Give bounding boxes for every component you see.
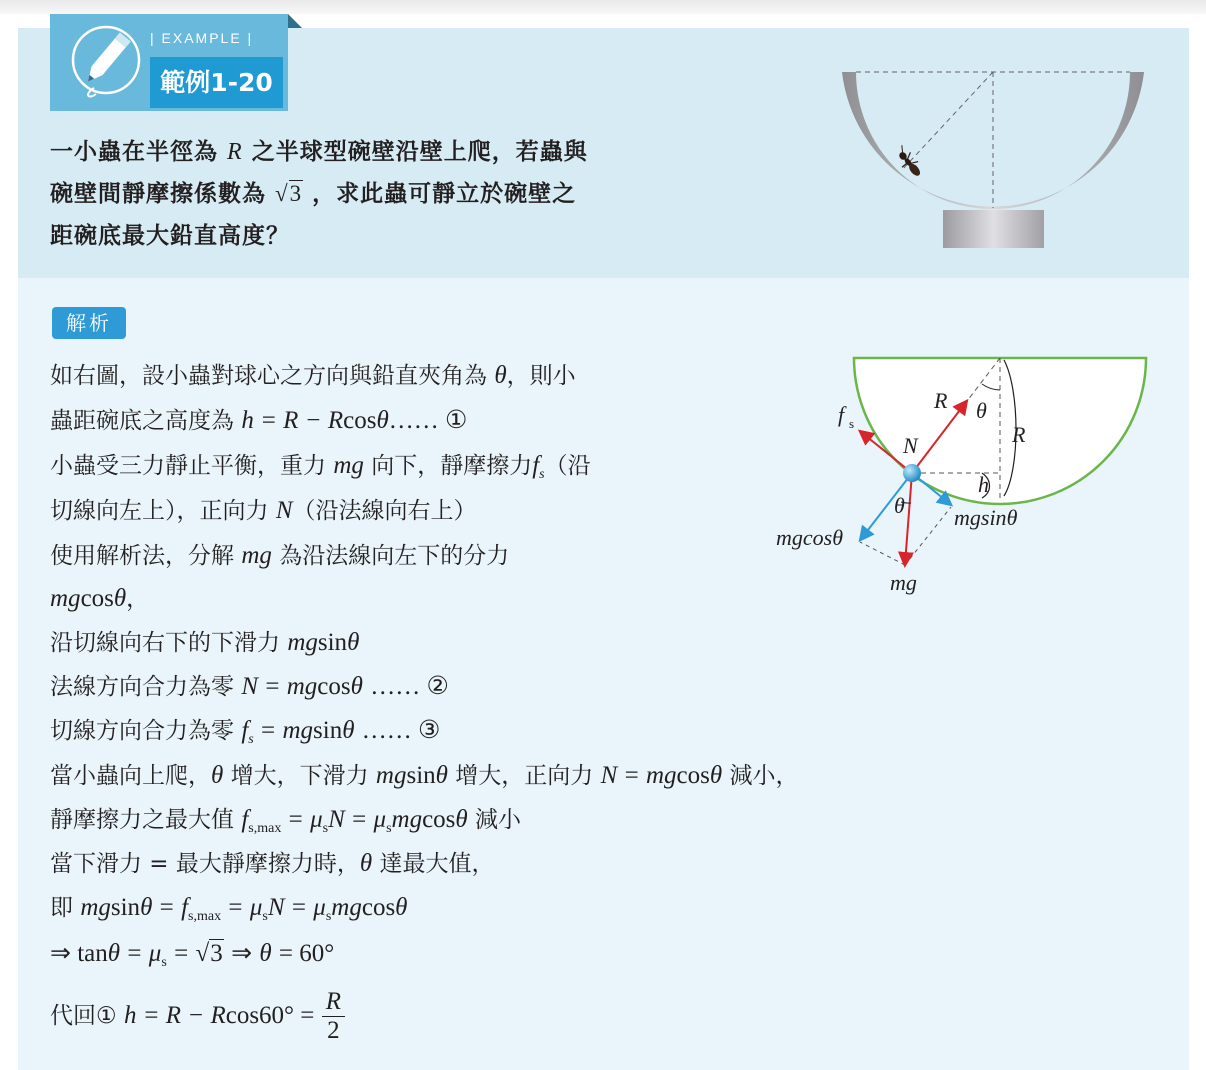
label-mgcos: mgcosθ [776, 525, 844, 550]
answer-line-7: 沿切線向右下的下滑力 mgsinθ [50, 629, 360, 656]
fraction-R-over-2: $\frac{R}{2}$ [322, 988, 345, 1045]
sqrt-3: √3 [275, 181, 303, 206]
answer-line-14: ⇒ $\tan\theta = \mu_s = √3$ ⇒ θ = 60° [50, 940, 335, 970]
tab-fold [288, 14, 302, 28]
answer-line-15: 代回① h = R − Rcos60° = $\frac{R}{2}$ [50, 988, 345, 1045]
label-mgsin: mgsinθ [954, 505, 1018, 530]
var-R: R [227, 139, 243, 165]
top-strip [0, 0, 1206, 14]
label-h: h [978, 472, 989, 497]
label-fs: f [838, 402, 845, 427]
question-text [50, 131, 730, 257]
answer-line-1: 如右圖，設小蟲對球心之方向與鉛直夾角為 θ，則小 [50, 362, 576, 389]
answer-line-11: 靜摩擦力之最大值 $f_{s,max} = \mu_sN = \mu_smgcos\theta$ 減小 [50, 806, 521, 836]
answer-badge: 解析 [52, 307, 126, 339]
answer-line-3: 小蟲受三力靜止平衡，重力 mg 向下，靜摩擦力$f_s$（沿 [50, 452, 591, 482]
label-R2: R [1012, 422, 1026, 447]
question-text-5: 距碗底最大鉛直高度？ [50, 223, 290, 249]
label-N: N [903, 433, 918, 458]
answer-line-9: 切線方向合力為零 $f_s = mgsin\theta$ …… ③ [50, 717, 441, 747]
bowl-ant-figure [840, 70, 1145, 250]
question-text-3: 碗壁間靜摩擦係數為 [50, 181, 266, 207]
answer-line-13: 即 $mgsin\theta = f_{s,max} = \mu_sN = \mu_smgcos\theta$ [50, 894, 408, 924]
answer-line-4: 切線向左上），正向力 N（沿法線向右上） [50, 497, 477, 524]
answer-line-5: 使用解析法，分解 mg 為沿法線向左下的分力 [50, 542, 510, 569]
answer-line-8: 法線方向合力為零 N = mgcosθ …… ② [50, 673, 449, 700]
label-fs-sub: s [849, 416, 855, 431]
question-text-2: 之半球型碗壁沿壁上爬，若蟲與 [251, 139, 588, 165]
example-title: 範例1-20 [150, 57, 283, 108]
gravity-arrow [905, 473, 912, 564]
answer-line-6: mgcosθ， [50, 585, 150, 612]
answer-line-2: 蟲距碗底之高度為 h = R − Rcosθ…… ① [50, 407, 468, 434]
question-text-1: 一小蟲在半徑為 [50, 139, 218, 165]
bowl-base [943, 210, 1044, 248]
question-text-4: ，求此蟲可靜立於碗壁之 [312, 181, 577, 207]
answer-line-12: 當下滑力 = 最大靜摩擦力時，θ 達最大值， [50, 850, 495, 877]
example-label: | EXAMPLE | [150, 30, 254, 46]
sqrt-3-answer: √3 [195, 940, 223, 967]
pencil-icon [66, 22, 146, 102]
label-R1: R [934, 388, 948, 413]
label-mg: mg [890, 570, 917, 595]
label-theta1: θ [976, 398, 987, 423]
ant-icon [891, 144, 925, 180]
answer-line-10: 當小蟲向上爬，θ 增大，下滑力 mgsinθ 增大，正向力 N = mgcosθ 減小， [50, 762, 799, 789]
ant-ball [903, 464, 921, 482]
force-diagram [770, 350, 1155, 600]
label-theta2: θ [894, 493, 905, 518]
